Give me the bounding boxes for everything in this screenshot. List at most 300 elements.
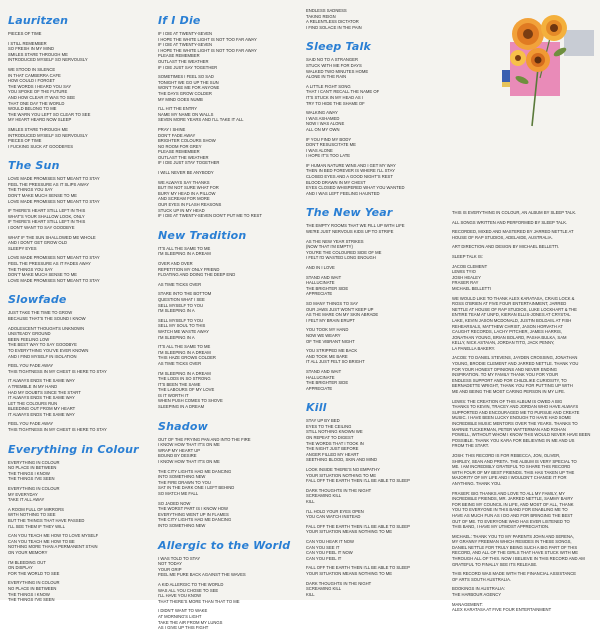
lyric-line: INTO SOMETHING NEW — [158, 522, 206, 528]
lyric-line: IF YOU FIND MY BODY — [306, 136, 352, 142]
lyric-line: ALONE IN THE RAIN — [306, 74, 347, 80]
lyric-line: I'M BLEEDING OUT — [8, 559, 46, 565]
lyric-line: WHAT IF THE SUN SHALLOWED ME WHOLE — [8, 234, 96, 240]
lyric-line: CAN YOU SEE IT — [306, 544, 340, 550]
lyric-line: WHEN PUSH COMES TO SHOVE — [158, 398, 223, 404]
lyric-line: SELL MYSELF TO YOU — [158, 317, 203, 323]
lyric-line: (NOW THAT I'M EMPTY) — [306, 244, 353, 250]
lyric-line: THE EMPTY ROOMS THAT WE FILL UP WITH LIFE — [306, 223, 405, 229]
credits-line: JOSH: THIS RECORD IS FOR REBECCA, JON, OLIVER, — [452, 452, 561, 458]
lyric-line: HAD MY DOUBTS SINCE THE START — [8, 389, 81, 395]
lyric-line: THE LABOURS OF MY LOVE — [158, 387, 215, 393]
lyric-line: AND HOW CLEAR IT WAS TO SEE — [8, 94, 76, 100]
lyric-line: WAS ALL YOU CHOSE TO SEE — [158, 587, 219, 593]
lyric-line: I'M SLEEPING IN A DREAM — [158, 251, 211, 257]
lyric-line: A KID ALLERGIC TO THE WORLD — [158, 581, 224, 587]
lyric-line: A TREMBLE IN MY HAND — [8, 383, 58, 389]
credits-line: LEWIS: THE CREATION OF THIS ALBUM IS OWED A BIG — [452, 398, 563, 404]
song-title: New Tradition — [158, 228, 247, 242]
lyric-line: THE FIRE DRAWN TO YOU — [158, 479, 211, 485]
lyric-line: APPRECIATE — [306, 385, 333, 391]
lyric-line: WE'RE JUST NERVOUS KIDS UP TO STRIFE — [306, 229, 394, 235]
lyric-line: FEEL THE PRESSURE AS IT FADES AWAY — [8, 261, 91, 266]
lyric-line: NOW WE WEARY — [306, 332, 341, 338]
lyric-line: THE BRIGHTER SIDE — [306, 380, 349, 386]
lyric-line: THE CITY LIGHTS HAD ME DANCING — [158, 517, 232, 523]
credits-line: INCREDIBLE MUSIC MENTORS OVER THE YEARS. THANKS TO — [452, 421, 578, 426]
lyric-line: KILL — [306, 591, 315, 597]
credits-line: ME. I AM INCREDIBLY GRATEFUL TO SHARE THIS RECORD — [452, 464, 571, 470]
stanza-gap — [158, 529, 300, 533]
lyric-line: NOW I WAS ALONE — [306, 121, 345, 127]
credits-line: POWELL, WITHOUT WHOM I KNOW THIS WOULD NEVER HAVE BEEN — [452, 432, 591, 438]
lyric-line: DARK THOUGHTS IN THE NIGHT — [306, 580, 372, 586]
lyric-line: NOTHING MORE THAN A PERMANENT STAIN — [8, 544, 98, 550]
credits-line: MICHAEL: THANK YOU TO MY PARENTS JOHN AND SERENA, — [452, 533, 574, 539]
lyric-line: YOU CAN WATCH INSTEAD — [306, 514, 361, 520]
lyric-line: PLEASE REMEMBER — [158, 149, 200, 155]
lyric-line: THAT THERE'S MORE THAN THAT TO ME — [158, 598, 240, 604]
credits-line: INCREDIBLE FRIENDS, MR. JARRED NETTLE, SAMMY BAIRY — [452, 496, 574, 502]
stanza-gap — [158, 219, 300, 223]
credits-line: RECORDED, MIXED AND MASTERED BY JARRED NETTLE AT — [452, 229, 574, 235]
lyric-line: IT'S ALL THE SAME TO ME — [158, 245, 211, 251]
lyric-line: I WILL NEVER BE ANYBODY — [158, 170, 214, 176]
lyric-line: PLEASE REMEMBER — [158, 53, 200, 59]
lyric-line: I'LL HAVE YOU KNOW — [158, 593, 202, 599]
lyric-line: THIS TIGHTNESS IN MY CHEST IS HERE TO STAY — [8, 368, 107, 374]
credits-line: MANAGEMENT: — [452, 601, 483, 607]
credits-line: YOU TO EVERYONE IN THIS BAND FOR ENABLING ME TO — [452, 507, 568, 513]
lyric-line: SO MATCH ME FALL — [158, 491, 199, 496]
lyric-line: THE BEST WAY TO SAY GOODBYE — [8, 342, 77, 348]
lyric-line: NO PLACE IN BETWEEN — [8, 465, 57, 471]
lyric-line: EVERYTHING WENT UP IN FLAMES — [158, 511, 229, 517]
lyric-line: LET THE COLOURS RUN — [8, 400, 58, 406]
lyric-line: I'M SLEEPING IN A DREAM — [158, 370, 211, 376]
lyric-line: AS TIME TICKS OVER — [158, 281, 202, 287]
lyric-line: THIS HAZE GROWS COLDER — [158, 355, 216, 361]
lyric-line: TAKE IT ALL AWAY — [8, 497, 45, 503]
credits-line: THROUGH ALL OF THIS. NOW I BELIEVE IN THIS RECORD AND AM — [452, 556, 585, 562]
lyrics-column-3 — [306, 8, 438, 598]
lyric-line: LOOK INSIDE THERE'S NO EMPATHY — [306, 467, 380, 473]
lyric-line: SEVEN MORE YEARS AND I'LL TAKE IT ALL — [158, 117, 244, 123]
lyric-line: THE THINGS YOU SAY — [8, 187, 53, 193]
lyric-line: HOW COULD I FORGET — [8, 78, 55, 84]
credits-line: HOUSE OF RAP STUDIOS, ADELAIDE, AUSTRALIA. — [452, 234, 553, 240]
lyric-line: TAKING REIGN — [306, 13, 336, 19]
lyric-line: SAT IN THE DARK ONE I LEFT BEHIND — [158, 485, 235, 491]
credits-line: JOSH HEALEY — [452, 274, 481, 280]
lyric-line: EVERYTHING IN COLOUR — [8, 580, 60, 586]
lyric-line: FALL OFF THE EARTH THEN I'LL BE ABLE TO SLEEP — [306, 523, 410, 529]
credits-line: SHIRLEY, SEAN AND PRETA. THE ALBUM IS VERY SPECIAL TO — [452, 458, 577, 464]
lyric-line: BOUND BY DESIRE — [158, 453, 197, 459]
credits-line: JACOB: TO DANIEL STEVENS, JAYDEN CROSSING, JONATHAN — [452, 355, 578, 361]
lyric-line: JUST TAKE THE TIME TO GROW — [8, 310, 73, 316]
credits-line: WE WOULD LIKE TO THANK ALEX KARATASA, CRAIG LOCK & — [452, 295, 575, 301]
lyric-line: DARK THOUGHTS IN THE NIGHT — [306, 487, 372, 493]
credits-line: ROSS O'BRIEN AT FIVE FOUR ENTERTAINMENT, JARRED — [452, 301, 567, 307]
lyric-line: AS THE MARE ON MY SKIN ABRADE — [306, 312, 379, 318]
lyric-line: IT'S ALL THE SAME TO ME — [158, 344, 211, 350]
lyric-line: I WAS ASHAMED — [306, 115, 340, 121]
lyric-line: OUT OF THE FRYING PAN AND INTO THE FIRE — [158, 436, 251, 442]
lyric-line: WOULD BELONG TO ME — [8, 106, 57, 112]
lyric-line: TONIGHT WE GO UP THE SUN — [158, 79, 219, 85]
lyric-line: I'LL HOLD YOUR EYES OPEN — [306, 508, 364, 514]
lyric-line: IT ALWAYS ENDS THE SAME WAY — [8, 395, 75, 401]
lyric-line: MY HEART HEARD NOW SLEEP — [8, 117, 72, 123]
credits-line: DANIEL NETTLE FOR TRULY BEING SUCH A BIG PART OF THIS — [452, 544, 578, 550]
lyric-line: I FUCKING SUCK AT GOODBYES — [8, 143, 73, 149]
lyric-line: LOVE MADE PROMISES NOT MEANT TO STAY — [8, 176, 100, 182]
lyric-line: FOR THE WORLD TO SEE — [8, 570, 60, 576]
lyric-line: ANGER FILLED MY HEART — [306, 451, 359, 457]
lyric-line: WHAT'S YOUR SHALLOW LOOK, ONLY — [8, 213, 85, 219]
lyric-line: CAN YOU TEACH ME HOW TO LOVE MYSELF — [8, 533, 99, 539]
lyric-line: BECAUSE THAT'S THE SOUND I KNOW — [8, 315, 86, 321]
song-block — [306, 206, 438, 395]
lyric-line: I'LL HIT THE ENTRY — [158, 106, 198, 112]
credits-line: POSSIBLE. THANK YOU KARA FOR BELIEVING IN ME AND US — [452, 437, 575, 443]
lyric-line: AND TOOK ME BARE — [306, 353, 348, 359]
lyric-line: I WAS ALONE — [306, 147, 333, 153]
lyric-line: THE THINGS I KNOW — [8, 591, 50, 597]
lyric-line: THE DAYS GROW COLDER — [158, 90, 212, 96]
stanza-gap — [306, 30, 438, 34]
lyric-line: YOU'RE THE COLOURED SIDE OF ME — [306, 249, 382, 255]
lyric-line: AS TIME TICKS OVER — [158, 360, 202, 366]
lyric-line: THE THINGS I KNOW — [8, 470, 50, 476]
song-title: Sleep Talk — [306, 40, 372, 54]
grey-paper-scrap — [564, 30, 594, 56]
lyric-line: CLOSED EYES AND A GOOD NIGHT'S REST — [306, 174, 393, 180]
stanza-gap — [158, 410, 300, 414]
lyric-line: IF I DIE JUST STAY TOGETHER — [158, 160, 220, 166]
lyric-line: PIECES OF TIME — [8, 31, 42, 36]
lyric-line: OUR EYES IN FLASH REASONS — [158, 202, 222, 208]
lyric-line: YOUR SITUATION NOTHING TO ME — [306, 472, 377, 478]
lyric-line: CAN YOU FEEL IT — [306, 555, 342, 561]
song-title: Allergic to the World — [158, 538, 291, 552]
lyrics-column-2 — [158, 8, 300, 631]
lyric-line: THAT I CAN'T RECALL THE NAME OF — [306, 89, 380, 95]
song-block — [158, 14, 300, 223]
lyric-line: BUT I'M NOT SURE WHAT FOR — [158, 185, 219, 191]
lyric-line: WRAP MY HEART UP — [158, 447, 201, 453]
lyric-line: YOU SPOKE OF THE FUTURE — [8, 89, 68, 95]
lyric-line: TO EVERYTHING YOU'VE EVER KNOWN — [8, 347, 89, 353]
credits-line: ME AND BEING THE MOST CARING PERSON IN MY LIFE. — [452, 389, 566, 395]
lyrics-column-1 — [8, 8, 148, 603]
lyric-line: CAN YOU HEAR IT NOW — [306, 538, 355, 544]
lyric-line: EYES CLOSED WHISPERED WHAT YOU WANTED — [306, 185, 405, 191]
credits-line: ALL SONGS WRITTEN AND PERFORMED BY SLEEP TALK. — [452, 219, 568, 225]
lyric-line: MY EVERYDAY — [8, 491, 38, 497]
lyric-line: LOVE MADE PROMISES NOT MEANT TO STAY — [8, 198, 100, 204]
flower-1 — [512, 18, 544, 50]
credits-line: ART DIRECTION AND DESIGN BY MICHAEL BELLETTI. — [452, 244, 560, 250]
lyric-line: YOUR SITUATION MEANS NOTHING TO ME — [306, 529, 393, 535]
lyric-line: OF THE VIBRANT NIGHT — [306, 338, 355, 344]
lyric-line: FEEL ME PURE BACK AGAINST THE WAVES — [158, 572, 246, 578]
lyric-line: BRIGHTER COLOURS SHOW — [158, 138, 216, 144]
credits-line: FOR BEING MY COUNCIL IN LIFE, AND MOST OF ALL, THANK — [452, 501, 574, 507]
lyric-line: PRAY I SHINE — [158, 126, 186, 132]
credits-line: LAKE, KEVIN JASON MCDONALD, JUSTIN BOLDAIIL AT FISH — [452, 317, 572, 323]
lyric-line: DON'T FADE AWAY — [158, 132, 196, 138]
lyric-line: HALLUCINATE — [306, 280, 335, 286]
flower-2 — [541, 15, 567, 41]
lyric-line: OUTLAST THE WEATHER — [158, 154, 209, 160]
blue-paper-strip — [502, 70, 510, 82]
song-block — [306, 401, 438, 601]
lyric-line: SELL MYSELF TO YOU — [158, 302, 203, 308]
lyric-line: TAKE THE AIR FROM MY LUNGS — [158, 619, 223, 625]
stanza-gap — [306, 597, 438, 601]
lyric-line: THIS TIGHTNESS IN MY CHEST IS HERE TO STAY — [8, 427, 107, 433]
lyric-line: I HOPE IT'S TOO LATE — [306, 153, 351, 159]
song-title: The New Year — [306, 206, 393, 220]
lyric-line: OVER AND OVER — [158, 261, 193, 266]
lyric-line: SEETHING BLOOD, SKIN AND MIND — [306, 457, 377, 463]
song-block — [306, 40, 438, 200]
lyric-line: AND SCREAM FOR MORE — [158, 196, 210, 202]
lyric-line: STAND AND WAIT — [306, 274, 342, 280]
lyric-line: SLEEPING IN A DREAM — [158, 404, 205, 410]
lyric-line: WON'T TAKE ME FOR ANYONE — [158, 85, 220, 91]
lyric-line: IT ALWAYS ENDS THE SAME WAY — [8, 378, 75, 384]
song-block — [158, 229, 300, 414]
lyric-line: PIECES OF TIME — [8, 138, 42, 144]
lyric-line: SMILES STARE THROUGH ME — [8, 126, 68, 132]
song-block — [8, 159, 148, 287]
song-title: Everything in Colour — [8, 442, 139, 456]
credits-line: BOOKINGS IN AUSTRALIA: — [452, 586, 506, 592]
lyric-line: THE THINGS I'VE SEEN — [8, 476, 55, 482]
lyric-line: A RELENTLESS DICTATOR — [306, 19, 359, 25]
lyric-line: SAID NO TO A STRANGER — [306, 57, 358, 63]
lyric-line: THE LODS IN SO STRONG — [158, 376, 211, 382]
credits-line: LA PANELLA BAKERY. — [452, 345, 496, 351]
lyric-line: I FIND SOLACE IN THE PAIN — [306, 24, 362, 30]
lyric-line: AND I FIND MYSELF IN ISOLATION — [8, 353, 77, 359]
lyric-line: OUR JAWS JUST WON'T KEEP UP — [306, 306, 374, 312]
lyric-line: I WAS TOLD TO STAY — [158, 555, 201, 561]
lyric-line: CAN YOU TEACH ME HOW TO BE — [8, 538, 75, 544]
lyric-line: INTRODUCED MYSELF SO NERVOUSLY — [8, 132, 88, 138]
lyric-line: SOMETIMES I FEEL SO SAD — [158, 74, 214, 80]
credits-line: OF ARTS SOUTH AUSTRALIA. — [452, 576, 512, 582]
lyric-line: IF HUMAN NATURE WINS AND I GET MY WAY — [306, 162, 396, 168]
credits-line: THE HARBOUR AGENCY — [452, 592, 502, 598]
lyric-line: NO ROOM FOR GREY — [158, 143, 202, 149]
stanza-gap — [306, 391, 438, 395]
lyric-line: WATCH ME WASTE AWAY — [158, 328, 209, 334]
song-title: Lauritzen — [8, 14, 69, 27]
lyric-line: SCREAMING KILL — [306, 493, 342, 499]
lyric-line: LOVE MADE PROMISES NOT MEANT TO STAY — [8, 277, 100, 283]
lyric-line: STILL NOTHING KNOWN WE — [306, 429, 363, 435]
lyric-line: UNSTEADY GROUND — [8, 331, 51, 337]
credits-line: ANYTHING. THANK YOU. — [452, 480, 502, 486]
credits-line: KELLY, NICK ASTAIAN, JORDAN TITO, JACK PENNY, — [452, 340, 555, 346]
stanza-gap — [8, 149, 148, 153]
credits-line: YOUNG, BRODIE CLEMENT AND JARRED NETTLE. THANK YOU — [452, 361, 579, 367]
lyric-line: SO FRESH IN MY MIND — [8, 46, 54, 52]
lyric-line: I HOPE THE WHITE LIGHT IS NOT TOO FAR AWAY — [158, 36, 257, 42]
lyric-line: YOU STRIPPED ME BACK — [306, 348, 358, 354]
credits-line: THANKS TO KEVIN, TRACEY AND JORDAN WHO HAVE ALWAYS — [452, 404, 579, 410]
yellow-paper-strip — [502, 82, 510, 87]
credits-column — [452, 210, 596, 613]
song-title: Slowfade — [8, 293, 67, 307]
lyric-line: IF I DIE AT TWENTY-SEVEN DON'T PUT ME TO REST — [158, 213, 262, 219]
lyric-line: ALL ON MY OWN — [306, 126, 340, 132]
lyric-line: THE WARN YOU LEFT SO CLEAR TO SEE — [8, 111, 91, 117]
lyric-line: DON'T MAKE MUCH SENSE TO ME — [8, 272, 77, 278]
credits-line: SLEEP TALK IS: — [452, 253, 483, 259]
lyric-line: BURY MY HEAD IN A PILLOW — [158, 190, 216, 196]
lyric-line: THE WORST PART IS I KNOW HOW — [158, 506, 228, 512]
lyric-line: WALKING AWAY — [306, 110, 338, 116]
lyric-line: INTO SOMETHING NEW — [158, 474, 206, 480]
lyric-line: ON DISPLAY — [8, 565, 33, 571]
credits-line: FRASER RAY — [452, 280, 479, 286]
lyric-line: THE WORDS I HEARD YOU SAY — [8, 83, 72, 89]
lyric-line: ADOLESCENT THOUGHTS UNKNOWN — [8, 325, 85, 331]
credits-line: MAJORITY OF MY LIFE AND I WOULDN'T CHANGE IT FOR — [452, 475, 567, 481]
credits-line: SUPPORTED AND ENCOURAGED ME TO PURSUE AND CREATE — [452, 409, 580, 415]
stanza-gap — [8, 283, 148, 287]
stanza-gap — [8, 603, 148, 607]
credits-line: MUSIC. I HAVE BEEN LUCKY ENOUGH TO HAVE HAD SOME — [452, 415, 571, 421]
lyric-line: STAND AND WAIT — [306, 368, 342, 374]
lyric-line: THAT ONE DAY THE WORLD — [8, 100, 65, 106]
lyric-line: NO PLACE IN BETWEEN — [8, 585, 57, 591]
stanza-gap — [158, 631, 300, 635]
song-block — [306, 8, 438, 34]
lyric-line: I KNOW HOW THAT IT'S ON ME — [158, 459, 220, 465]
song-title: Kill — [306, 401, 327, 415]
lyric-line: I STILL REMEMBER — [8, 40, 47, 46]
credits-line: GRATEFUL TO FINALLY SEE ITS RELEASE. — [452, 561, 538, 567]
credits-line: LEWIS TYIO — [452, 269, 476, 275]
lyric-line: AT MORNING'S LIGHT — [158, 613, 202, 619]
lyric-line: BLOOD DRAWN IN MY CHEST — [306, 179, 366, 185]
lyric-line: BEEN FEELING LOW — [8, 336, 50, 342]
lyric-line: SO JADED NOW — [158, 500, 191, 506]
lyric-line: IF THERE'S HEART STILL LEFT IN THIS — [8, 208, 86, 214]
song-title: Shadow — [158, 419, 208, 433]
song-block — [158, 539, 300, 635]
credits-line: THIS IS EVERYTHING IN COLOUR, AN ALBUM BY SLEEP TALK. — [452, 210, 577, 215]
credits-line: MICHAEL BELLETTI — [452, 285, 491, 291]
lyric-line: ON YOUR MEMORY — [8, 549, 48, 555]
lyric-line: WE STOOD IN SILENCE — [8, 66, 56, 72]
credits-line: RECORD, AND ALL OF THE GIRLS THAT HAVE STUCK WITH ME — [452, 550, 579, 556]
stanza-gap — [306, 196, 438, 200]
lyric-line: AND IN I LOVE — [306, 265, 335, 270]
lyric-line: WE ALWAYS SAY THANKS — [158, 179, 210, 185]
credits-line: CAUGHT RECORDS, LACHY PITCHER, JAMES HARRIS, — [452, 329, 562, 335]
lyric-line: TRY TO HIDE THE SHAME OF — [306, 100, 365, 106]
lyric-line: A LITTLE FIGHT SONG — [306, 83, 351, 89]
lyric-line: AS I GIVE UP THIS FIGHT — [158, 625, 209, 631]
song-block — [8, 293, 148, 436]
lyric-line: FLOATING AND DOING THE DEEP END — [158, 272, 236, 278]
lyric-line: INTRODUCED MYSELF SO NERVOUSLY — [8, 57, 88, 63]
credits-line: MARNIE TUCKERMAN, PETER WATTERMAN AND ROHAN — [452, 426, 566, 432]
song-title: The Sun — [8, 159, 60, 173]
lyric-line: WALKED TWO MINUTES HOME — [306, 68, 369, 74]
lyric-line: CAN YOU FEEL IT NOW — [306, 550, 353, 556]
lyric-line: AND I WAS LEFT FEELING HAUNTED — [306, 190, 380, 196]
lyric-line: BUT THE THINGS THAT HAVE PASSED — [8, 518, 85, 523]
lyric-line: IT'S BEEN THE SAME — [158, 381, 201, 387]
lyric-line: THE THINGS I'VE SEEN — [8, 597, 55, 603]
lyric-line: FEEL YOU FADE AWAY — [8, 363, 54, 369]
lyric-line: HALLUCINATE — [306, 374, 335, 380]
lyric-line: I HOPE THE WHITE LIGHT IS NOT TOO FAR AWAY — [158, 47, 257, 53]
lyric-line: FALL OFF THE EARTH THEN I'LL BE ABLE TO SLEEP — [306, 478, 410, 484]
lyric-line: YOUR SITUATION MEANS NOTHING TO ME — [306, 570, 393, 576]
credits-line: FROM THE START. — [452, 443, 489, 449]
lyric-line: I'M SLEEPING IN A — [158, 334, 195, 340]
lyric-line: SCREAMING KILL — [306, 586, 342, 592]
lyric-line: SLEEPY EYES — [8, 245, 37, 251]
lyric-line: IN THAT CAMBERRA CAFE — [8, 72, 61, 78]
flower-collage-artwork — [498, 8, 596, 128]
lyric-line: THE NIGHT JUST BEFORE — [306, 446, 359, 452]
lyric-line: FEEL THE PRESSURE AS IT SLIPS AWAY — [8, 181, 89, 187]
lyric-line: KILL — [306, 499, 315, 504]
lyric-line: STUCK UP IN MY HEAD — [158, 207, 205, 213]
lyric-line: DON'T MAKE MUCH SENSE TO ME — [8, 193, 77, 199]
credits-line: ENTIRE TEAM AT UNFD, KIERAN ELLIS-JONES AT CRYSTAL — [452, 312, 571, 318]
lyric-line: FALL OFF THE EARTH THEN I'LL BE ABLE TO SLEEP — [306, 565, 410, 571]
credits-line: WITH FOUR OF MY BEST FRIENDS. THIS HAS TAKEN UP THE — [452, 469, 575, 475]
lyric-line: STUCK WITH ME FOR DAYS — [306, 62, 362, 68]
lyric-line: BLEEDING OUT FROM MY HEART — [8, 406, 76, 412]
lyric-line: IF I DIE AT TWENTY-SEVEN — [158, 31, 213, 36]
credits-line: ALEX KARATASA AT FIVE FOUR ENTERTAINMENT — [452, 607, 552, 613]
lyric-line: I'LL SEE THEM IF THEY WILL — [8, 523, 65, 529]
lyric-line: MY MIND GOES NUMB — [158, 96, 203, 102]
lyric-line: DON'T RESUSCITATE ME — [306, 142, 356, 148]
lyric-line: YOUR GRIP — [158, 566, 182, 572]
lyric-line: EVERYTHING IN COLOUR — [8, 459, 60, 465]
lyric-line: SELL MY SOUL TO THIS — [158, 323, 206, 329]
song-block — [8, 14, 148, 153]
lyric-line: THEN IN BED FOREVER IS WHERE I'LL STAY — [306, 168, 395, 174]
lyric-line: OUTLAST THE WEATHER — [158, 58, 209, 64]
song-title: If I Die — [158, 14, 201, 27]
lyric-line: I DON'T WANT TO SAY GOODBYE — [8, 225, 75, 231]
lyric-line: IT ALL JUST FELT SO BRIGHT — [306, 359, 365, 365]
paragraph-gap — [452, 613, 596, 617]
credits-line: THIS BAND, I HAVE MY UTMOST APPRECIATION. — [452, 524, 550, 530]
lyric-line: YOU TOOK MY HAND — [306, 327, 349, 333]
lyric-line: ENDLESS SADNESS — [306, 8, 347, 13]
credits-line: MY GRANNY FREEMAN WHICH RESIDES IN THESE SONGS, — [452, 539, 572, 545]
lyric-line: WITH NOTHING TO SEE — [8, 512, 56, 518]
lyric-line: THE WORDS THAT I TOOK IN — [306, 440, 364, 446]
lyric-line: STARE INTO THE BOTTOM — [158, 291, 212, 297]
lyric-line: LOVE MADE PROMISES NOT MEANT TO STAY — [8, 255, 100, 261]
